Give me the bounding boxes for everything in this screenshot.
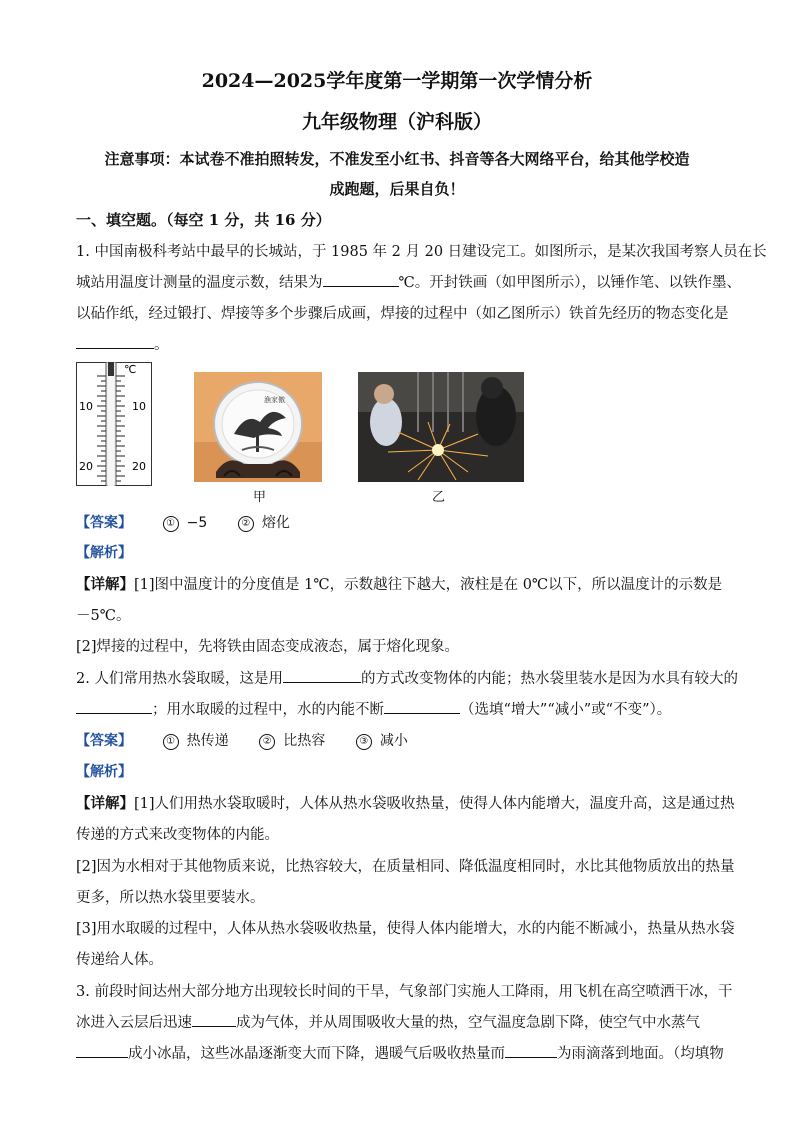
q1-analysis-tag: 【解析】 [76,545,132,561]
marker-2: ② [238,516,254,532]
q2-answer-3: ③ 减小 [356,733,408,749]
marker-1: ① [163,516,179,532]
q2-answer-2: ② 比热容 [259,733,325,749]
iron-painting-plate-image [194,372,322,482]
section-heading: 一、填空题。（每空 1 分，共 16 分） [76,211,331,229]
q1-text-2b: ℃。开封铁画（如甲图所示），以锤作笔、以铁作墨、 [398,275,741,291]
q2-detail-1b: 传递的方式来改变物体的内能。 [76,827,279,843]
q1-line-3: 以砧作纸，经过锻打、焊接等多个步骤后成画，焊接的过程中（如乙图所示）铁首先经历的物态变化是 [76,306,729,322]
q3-line-3: 成小冰晶，这些冰晶逐渐变大而下降，遇暖气后吸收热量而 为雨滴落到地面。（均填物 [76,1042,726,1063]
q1-detail-1: 【详解】[1]图中温度计的分度值是 1℃，示数越往下越大，液柱是在 0℃以下，所以温度计的示数是 [76,576,723,593]
caption-yi: 乙 [432,490,446,505]
q2-answer-row: 【答案】 ① 热传递 ② 比热容 ③ 减小 [76,733,408,749]
q1-detail-1b: －5℃。 [76,608,131,624]
q1-line-2 [76,271,741,292]
caption-jia: 甲 [253,490,267,505]
q1-line-1: 1. 中国南极科考站中最早的长城站，于 1985 年 2 月 20 日建设完工。如图所示，是某次我国考察人员在长 [76,244,767,260]
thermo-right-10: 10 [132,400,146,413]
thermo-left-20: 20 [79,460,93,473]
q1-answer-2: ② 熔化 [238,515,290,531]
welding-photo-image [358,372,524,482]
notice-line-1: 注意事项：本试卷不准拍照转发，不准发至小红书、抖音等各大网络平台，给其他学校造 [104,150,690,168]
q2-blank-2[interactable] [76,699,152,714]
detail-tag: 【详解】 [76,576,134,593]
exam-subtitle: 九年级物理（沪科版） [301,111,492,133]
q1-blank-1[interactable] [323,272,399,287]
q2-answer-1: ① 热传递 [163,733,229,749]
thermometer-figure [76,362,152,486]
q1-answer-1: ① −5 [163,515,208,531]
thermometer-unit: ℃ [124,363,137,376]
q2-line-2: ；用水取暖的过程中，水的内能不断 （选填“增大”“减小”或“不变”）。 [76,698,726,719]
thermo-right-20: 20 [132,460,146,473]
q1-blank-2[interactable] [76,334,154,349]
q3-blank-1[interactable] [192,1012,236,1027]
q1-period: 。 [154,337,169,353]
q2-detail-3: [3]用水取暖的过程中，人体从热水袋吸收热量，使得人体内能增大，水的内能不断减小，热量从热水袋 [76,921,735,937]
q2-detail-3b: 传递给人体。 [76,952,163,968]
q2-detail-2b: 更多，所以热水袋里要装水。 [76,890,265,906]
marker-3: ③ [356,734,372,750]
q1-detail-2: [2]焊接的过程中，先将铁由固态变成液态，属于熔化现象。 [76,639,460,655]
q3-blank-2[interactable] [76,1043,128,1058]
q1-line-4 [76,333,726,354]
q2-line-1: 2. 人们常用热水袋取暖，这是用 的方式改变物体的内能；热水袋里装水是因为水具有较大的 [76,667,726,688]
q3-line-2: 冰进入云层后迅速 成为气体，并从周围吸收大量的热，空气温度急剧下降，使空气中水蒸气 [76,1011,726,1032]
exam-title: 2024—2025学年度第一学期第一次学情分析 [201,70,593,92]
q2-blank-1[interactable] [283,668,361,683]
q2-detail-1: 【详解】[1]人们用热水袋取暖时，人体从热水袋吸收热量，使得人体内能增大，温度升高，这是通过热 [76,795,735,812]
q1-text-2a: 城站用温度计测量的温度示数，结果为 [76,275,323,291]
q2-blank-3[interactable] [384,699,460,714]
q1-answer-row [76,512,726,532]
q2-analysis-tag: 【解析】 [76,764,132,780]
notice-line-2: 成跑题，后果自负！ [329,180,465,198]
q3-line-1: 3. 前段时间达州大部分地方出现较长时间的干旱，气象部门实施人工降雨，用飞机在高空喷洒干冰，干 [76,984,733,1000]
plate-inscription: 漁家傲 [264,396,285,404]
q3-blank-3[interactable] [505,1043,557,1058]
answer-tag: 【答案】 [76,515,132,531]
q2-detail-2: [2]因为水相对于其他物质来说，比热容较大，在质量相同、降低温度相同时，水比其他物质放出的热量 [76,859,735,875]
thermo-left-10: 10 [79,400,93,413]
